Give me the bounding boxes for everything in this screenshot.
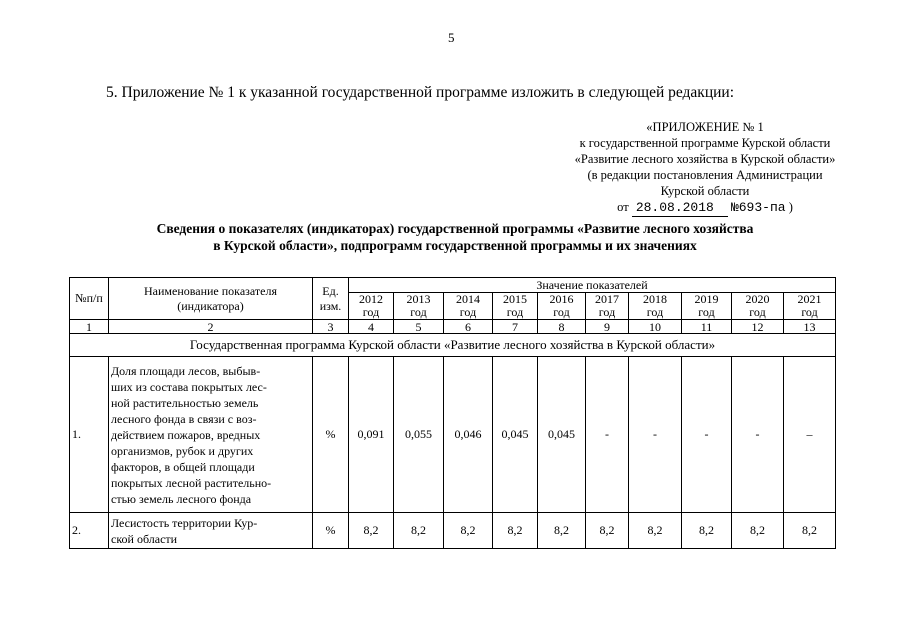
year-label: 2017 (595, 292, 619, 306)
year-label: 2013 (406, 292, 431, 306)
year-header (538, 293, 586, 320)
column-number: 3 (313, 320, 349, 334)
value-cell: 8,2 (538, 513, 586, 549)
indicator-name-line: ной растительностью земель (111, 395, 259, 410)
indicator-name-line: стью земель лесного фонда (111, 491, 252, 506)
value-cell: 8,2 (682, 513, 732, 549)
indicator-name-line: Лесистость территории Кур- (111, 515, 258, 530)
column-number: 13 (784, 320, 836, 334)
indicator-name-line: ской области (111, 531, 178, 546)
column-number: 5 (394, 320, 444, 334)
year-unit: год (553, 305, 570, 319)
column-number-row (70, 320, 836, 334)
year-unit: год (698, 305, 715, 319)
column-number: 2 (109, 320, 313, 334)
column-number: 4 (349, 320, 394, 334)
row-number: 1. (70, 357, 109, 513)
document-title (60, 220, 850, 254)
indicator-name (109, 513, 313, 549)
year-unit: год (410, 305, 427, 319)
year-label: 2019 (694, 292, 719, 306)
year-label: 2016 (549, 292, 574, 306)
appendix-line: Курской области (660, 184, 750, 198)
indicator-name-line: действием пожаров, вредных (111, 427, 261, 442)
value-cell: - (682, 357, 732, 513)
value-cell: 0,046 (444, 357, 493, 513)
ordinance-date: 28.08.2018 (632, 200, 728, 217)
header-values: Значение показателей (349, 278, 836, 293)
year-unit: год (646, 305, 664, 319)
table-row (70, 357, 836, 513)
ordinance-number: №693-па (730, 200, 786, 215)
value-cell: 8,2 (629, 513, 682, 549)
title-line: в Курской области», подпрограмм государственной программы и их значениях (213, 238, 697, 253)
appendix-line: (в редакции постановления Администрации (587, 168, 823, 182)
value-cell: – (784, 357, 836, 513)
value-cell: 8,2 (444, 513, 493, 549)
appendix-line: «Развитие лесного хозяйства в Курской области» (574, 152, 836, 166)
appendix-header (540, 119, 870, 217)
year-label: 2014 (456, 292, 480, 306)
value-cell: 0,045 (538, 357, 586, 513)
indicator-name-line: Доля площади лесов, выбыв- (111, 363, 261, 378)
column-number: 1 (70, 320, 109, 334)
column-number: 6 (444, 320, 493, 334)
column-number: 10 (629, 320, 682, 334)
indicators-table (69, 277, 836, 549)
year-label: 2021 (797, 292, 822, 306)
title-line: Сведения о показателях (индикаторах) государственной программы «Развитие лесного хозяйства (156, 221, 754, 236)
header-unit: Ед. изм. (313, 278, 349, 320)
row-number: 2. (70, 513, 109, 549)
value-cell: 8,2 (784, 513, 836, 549)
year-label: 2012 (359, 292, 383, 306)
indicator-name-line: организмов, рубок и других (111, 443, 254, 458)
intro-paragraph: 5. Приложение № 1 к указанной государственной программе изложить в следующей редакции: (106, 84, 735, 101)
ordinance-line (540, 199, 870, 217)
year-header (493, 293, 538, 320)
value-cell: 0,091 (349, 357, 394, 513)
indicator-name-line: покрытых лесной растительно- (111, 475, 272, 490)
year-header (586, 293, 629, 320)
indicator-name-line: ших из состава покрытых лес- (111, 379, 267, 394)
value-cell: - (586, 357, 629, 513)
year-header (682, 293, 732, 320)
year-header (349, 293, 394, 320)
year-header (784, 293, 836, 320)
year-unit: год (749, 305, 766, 319)
program-title: Государственная программа Курской области «Развитие лесного хозяйства в Курской области» (70, 334, 836, 357)
value-cell: 8,2 (732, 513, 784, 549)
column-number: 8 (538, 320, 586, 334)
year-unit: год (362, 305, 380, 319)
value-cell: 8,2 (394, 513, 444, 549)
column-number: 7 (493, 320, 538, 334)
year-unit: год (598, 305, 616, 319)
year-label: 2018 (643, 292, 667, 306)
appendix-line: к государственной программе Курской области (579, 136, 831, 150)
appendix-line: «ПРИЛОЖЕНИЕ № 1 (646, 120, 764, 134)
year-unit: год (801, 305, 818, 319)
indicator-name-line: факторов, в общей площади (111, 459, 255, 474)
closing-paren: ) (788, 200, 793, 214)
program-row (70, 334, 836, 357)
column-number: 11 (682, 320, 732, 334)
value-cell: 0,045 (493, 357, 538, 513)
table-row (70, 513, 836, 549)
value-cell: - (732, 357, 784, 513)
unit-cell: % (313, 357, 349, 513)
page-number: 5 (448, 30, 455, 45)
column-number: 9 (586, 320, 629, 334)
indicator-name-line: лесного фонда в связи с воз- (111, 411, 257, 426)
value-cell: - (629, 357, 682, 513)
value-cell: 8,2 (586, 513, 629, 549)
year-header (444, 293, 493, 320)
year-label: 2020 (745, 292, 770, 306)
value-cell: 8,2 (493, 513, 538, 549)
header-row (70, 278, 836, 293)
column-number: 12 (732, 320, 784, 334)
year-unit: год (506, 305, 524, 319)
header-num: №п/п (70, 278, 109, 320)
year-header (629, 293, 682, 320)
year-unit: год (459, 305, 477, 319)
unit-cell: % (313, 513, 349, 549)
date-prefix: от (617, 200, 629, 214)
year-header (732, 293, 784, 320)
header-name: Наименование показателя (индикатора) (109, 278, 313, 320)
year-label: 2015 (503, 292, 527, 306)
indicator-name (109, 357, 313, 513)
value-cell: 8,2 (349, 513, 394, 549)
year-header (394, 293, 444, 320)
value-cell: 0,055 (394, 357, 444, 513)
